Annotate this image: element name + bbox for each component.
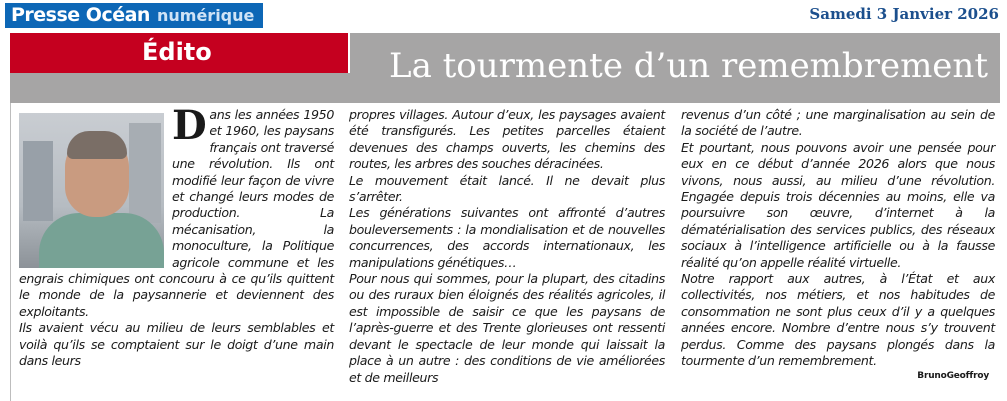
paragraph: Ils avaient vécu au milieu de leurs semblables et voilà qu’ils se comptaient sur le doigt d’une main dans leurs [19,320,334,369]
paragraph: Les générations suivantes ont affronté d’autres bouleversements : la mondialisation et de nouvelles concurrences, des accords internationaux, les manipulations génétiques… [349,205,665,270]
newspaper-logo[interactable] [5,3,263,28]
author-photo [19,113,164,268]
issue-date: Samedi 3 Janvier 2026 [809,5,999,23]
author-signature: BrunoGeoffroy [917,371,989,381]
section-label-box [10,33,350,73]
article-column-3 [681,107,995,370]
article-column-1 [19,102,334,370]
title-bar [10,33,1000,103]
paragraph: Notre rapport aux autres, à l’État et aux collectivités, nos métiers, et nos habitudes de consommation ne sont plus ceux d’il y a quelques années encore. Nombre d’entre nous s’y trouvent perdus. Comme des paysans plongés dans la tourmente d’un remembrement. [681,271,995,369]
paragraph: propres villages. Autour d’eux, les paysages avaient été transfigurés. Les petites parcelles étaient devenues des champs ouverts, les chemins des routes, les arbres des souches déracinées. [349,107,665,172]
article-headline: La tourmente d’un remembrement [388,46,988,86]
drop-cap: D [172,102,207,149]
paragraph: Pour nous qui sommes, pour la plupart, des citadins ou des ruraux bien éloignés des réalités agricoles, il est impossible de saisir ce que les paysans de l’après-guerre et des Trente glorieuses ont ressenti devant le spectacle de leur monde qui laissait la place à un autre : des conditions de vie améliorées et de meilleurs [349,271,665,385]
section-label: Édito [142,38,212,66]
logo-main-text: Presse Océan [11,4,150,26]
logo-sub-text: numérique [157,6,255,25]
paragraph: Le mouvement était lancé. Il ne devait plus s’arrêter. [349,172,665,205]
paragraph: Et pourtant, nous pouvons avoir une pensée pour eux en ce début d’année 2026 alors que nous vivons, nous aussi, au milieu d’une révolution. Engagée depuis trois décennies au moins, elle va poursuivre son œuvre, d’internet à la dématérialisation des services publics, des réseaux sociaux à l’intelligence artificielle ou à la fausse réalité qu’on appelle réalité virtuelle. [681,139,995,270]
paragraph: revenus d’un côté ; une marginalisation au sein de la société de l’autre. [681,107,995,139]
paragraph-text: ans les années 1950 et 1960, les paysans français ont traversé une révolution. Ils ont modifié leur façon de vivre et changé leurs modes de production. La mécanisation, la monoculture, la Politique agricole commune et les engrais chimiques ont concouru à ce qu’ils quittent le monde de la paysannerie et deviennent des exploitants. [19,107,334,319]
article-column-2 [349,107,665,386]
masthead [0,0,1007,32]
article-body [10,103,1001,401]
